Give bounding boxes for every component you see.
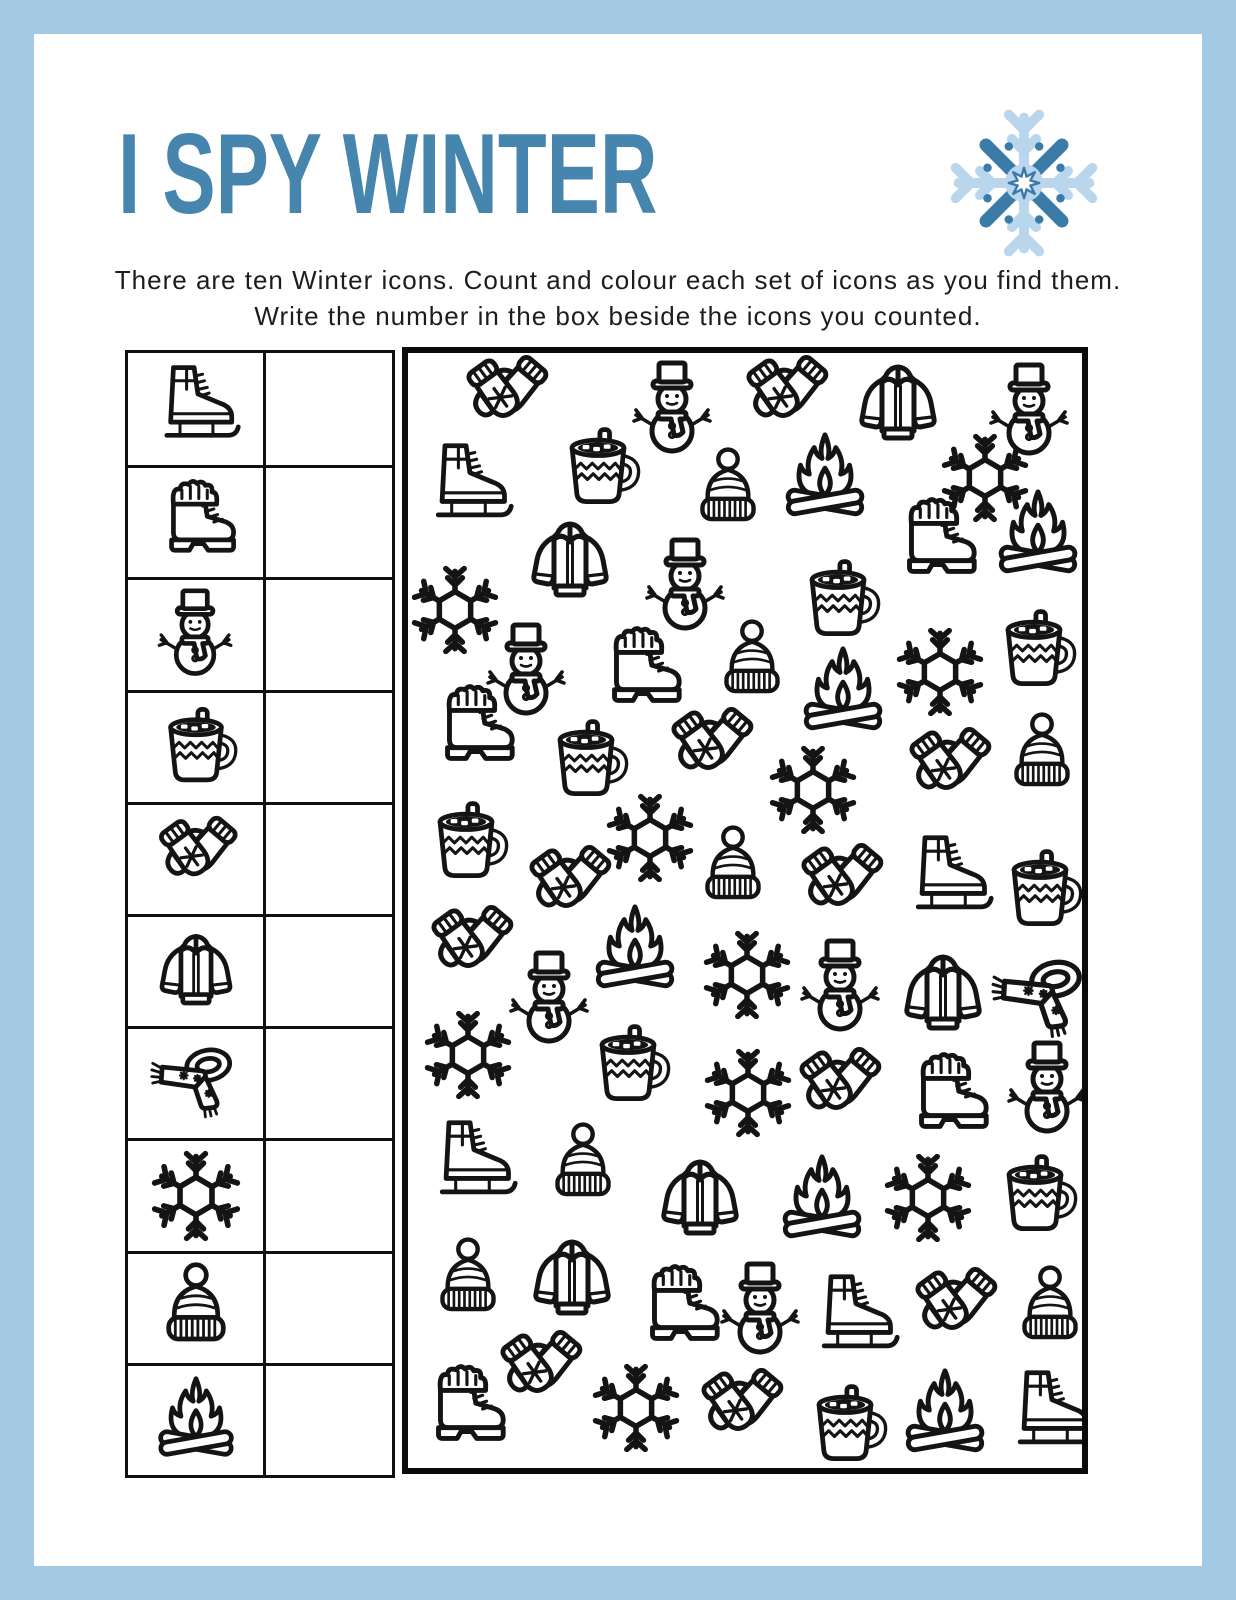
instructions — [60, 262, 1176, 334]
puzzle-icon-fire[interactable] — [896, 1365, 994, 1463]
puzzle-icon-skate[interactable] — [424, 1117, 520, 1213]
puzzle-icon-mitten[interactable] — [691, 1364, 789, 1462]
puzzle-icon-snowflake[interactable] — [422, 1009, 514, 1101]
puzzle-icon-snowflake[interactable] — [882, 1152, 974, 1244]
legend-row — [128, 465, 392, 577]
answer-box[interactable] — [266, 1029, 392, 1138]
answer-box[interactable] — [266, 468, 392, 577]
legend-row — [128, 577, 392, 689]
puzzle-icon-jacket[interactable] — [520, 512, 620, 612]
puzzle-icon-beanie[interactable] — [689, 824, 777, 912]
ice-skate-icon — [149, 362, 243, 456]
answer-box[interactable] — [266, 1141, 392, 1250]
puzzle-icon-snowflake[interactable] — [894, 626, 986, 718]
puzzle-icon-skate[interactable] — [1002, 1367, 1088, 1463]
puzzle-icon-boot[interactable] — [886, 494, 984, 592]
puzzle-icon-boot[interactable] — [424, 681, 522, 779]
hot-chocolate-mug-icon — [149, 700, 243, 794]
puzzle-icon-scarf[interactable] — [990, 948, 1088, 1052]
puzzle-icon-beanie[interactable] — [1006, 1264, 1088, 1352]
puzzle-icon-skate[interactable] — [420, 440, 516, 536]
puzzle-icon-boot[interactable] — [898, 1049, 996, 1147]
puzzle-icon-snowman[interactable] — [791, 938, 891, 1038]
legend-row — [128, 1363, 392, 1475]
puzzle-icon-beanie[interactable] — [424, 1236, 512, 1324]
snowflake-icon — [149, 1149, 243, 1243]
puzzle-icon-mug[interactable] — [550, 420, 646, 516]
puzzle-icon-mug[interactable] — [987, 1147, 1083, 1243]
puzzle-icon-snowflake[interactable] — [590, 1362, 682, 1454]
puzzle-icon-fire[interactable] — [794, 643, 892, 741]
two-tone-snowflake-icon — [948, 102, 1100, 264]
scarf-icon — [149, 1037, 243, 1131]
puzzle-icon-snowflake[interactable] — [701, 929, 793, 1021]
puzzle-icon-skate[interactable] — [806, 1271, 902, 1367]
answer-box[interactable] — [266, 805, 392, 914]
puzzle-icon-fire[interactable] — [776, 429, 874, 527]
puzzle-icon-jacket[interactable] — [893, 945, 993, 1045]
puzzle-icon-mitten[interactable] — [791, 839, 889, 937]
puzzle-icon-mug[interactable] — [418, 794, 514, 890]
puzzle-icon-beanie[interactable] — [998, 711, 1086, 799]
puzzle-icon-beanie[interactable] — [684, 446, 772, 534]
puzzle-board — [402, 347, 1088, 1474]
answer-box[interactable] — [266, 693, 392, 802]
winter-jacket-icon — [149, 925, 243, 1019]
puzzle-icon-mug[interactable] — [580, 1017, 676, 1113]
legend-row — [128, 353, 392, 465]
puzzle-icon-skate[interactable] — [900, 832, 996, 928]
legend-row — [128, 1251, 392, 1363]
legend-row — [128, 690, 392, 802]
puzzle-icon-fire[interactable] — [773, 1151, 871, 1249]
puzzle-icon-snowflake[interactable] — [702, 1047, 794, 1139]
puzzle-icon-mitten[interactable] — [661, 703, 759, 801]
puzzle-icon-mitten[interactable] — [490, 1326, 588, 1424]
campfire-icon — [149, 1373, 243, 1467]
legend-table — [125, 350, 395, 1478]
puzzle-icon-snowman[interactable] — [998, 1040, 1088, 1140]
puzzle-icon-fire[interactable] — [989, 486, 1087, 584]
answer-box[interactable] — [266, 580, 392, 689]
puzzle-icon-jacket[interactable] — [650, 1150, 750, 1250]
answer-box[interactable] — [266, 353, 392, 465]
puzzle-icon-mug[interactable] — [797, 1377, 893, 1473]
puzzle-icon-mug[interactable] — [986, 602, 1082, 698]
instructions-line2: Write the number in the box beside the icons you counted. — [254, 301, 982, 331]
page-title: I SPY WINTER — [118, 111, 658, 238]
answer-box[interactable] — [266, 1366, 392, 1475]
puzzle-icon-mitten[interactable] — [789, 1043, 887, 1141]
puzzle-icon-snowflake[interactable] — [767, 744, 859, 836]
puzzle-icon-jacket[interactable] — [522, 1230, 622, 1330]
snowman-icon — [149, 588, 243, 682]
legend-row — [128, 914, 392, 1026]
puzzle-icon-mitten[interactable] — [905, 1263, 1003, 1361]
puzzle-icon-mug[interactable] — [992, 842, 1088, 938]
puzzle-icon-mitten[interactable] — [456, 351, 554, 449]
puzzle-icon-beanie[interactable] — [708, 618, 796, 706]
puzzle-icon-snowflake[interactable] — [604, 792, 696, 884]
legend-row — [128, 802, 392, 914]
winter-boot-icon — [149, 476, 243, 570]
beanie-hat-icon — [149, 1261, 243, 1355]
legend-row — [128, 1026, 392, 1138]
puzzle-icon-snowman[interactable] — [711, 1261, 811, 1361]
answer-box[interactable] — [266, 917, 392, 1026]
legend-row — [128, 1138, 392, 1250]
instructions-line1: There are ten Winter icons. Count and colour each set of icons as you find them. — [114, 265, 1122, 295]
mittens-icon — [149, 812, 243, 906]
puzzle-icon-mug[interactable] — [790, 552, 886, 648]
answer-box[interactable] — [266, 1254, 392, 1363]
puzzle-icon-mitten[interactable] — [899, 723, 997, 821]
puzzle-icon-fire[interactable] — [586, 901, 684, 999]
puzzle-icon-beanie[interactable] — [539, 1121, 627, 1209]
